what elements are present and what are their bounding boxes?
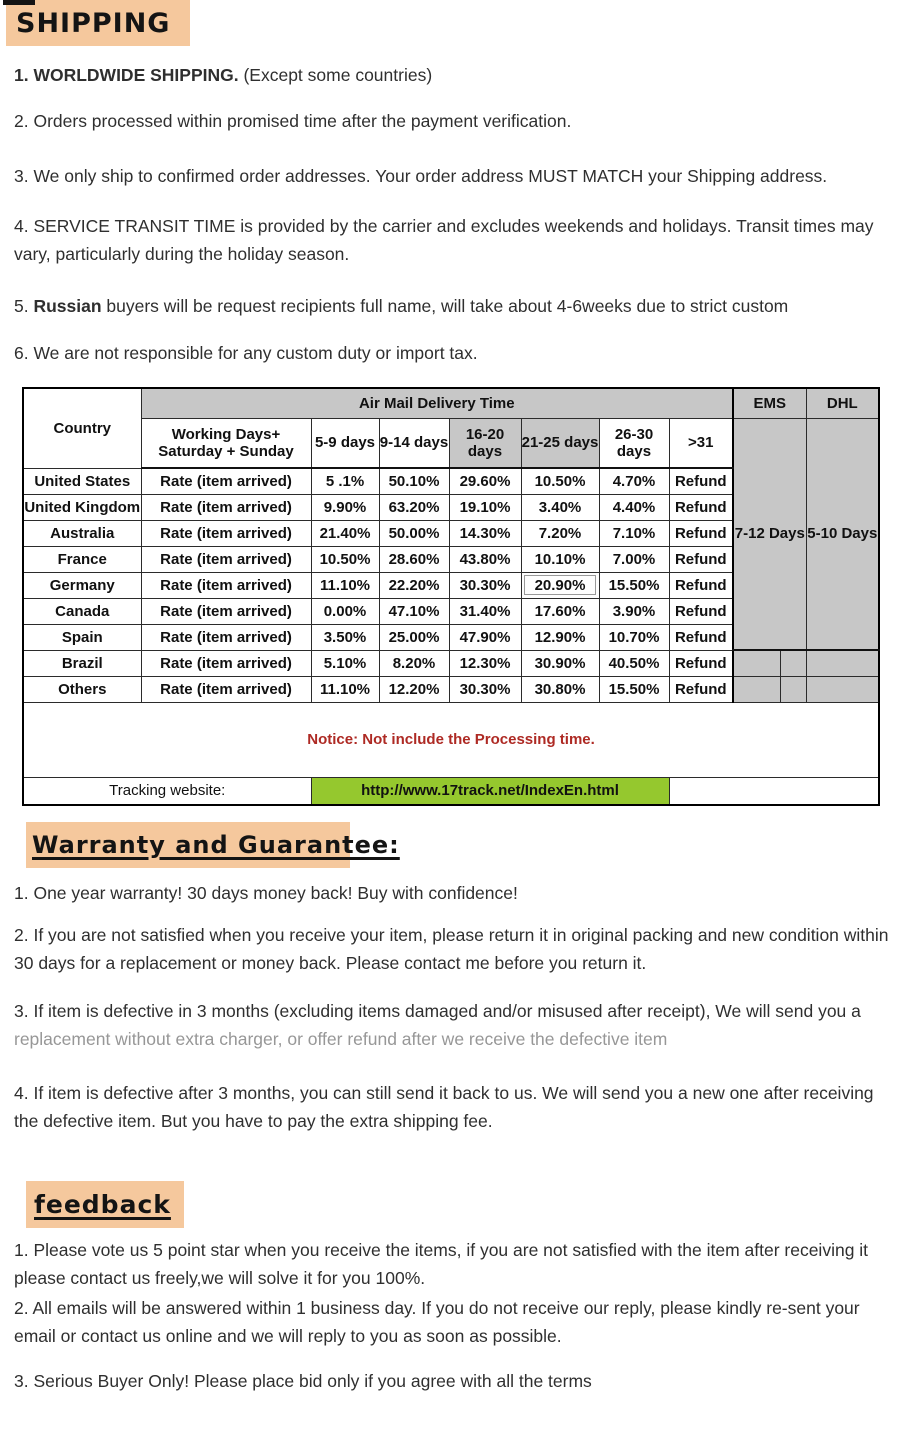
subheader-21-25-days: 21-25 days xyxy=(521,418,599,468)
rate-value-cell: 29.60% xyxy=(449,468,521,494)
rate-value-cell: 12.20% xyxy=(379,676,449,702)
rate-value-cell: 14.30% xyxy=(449,520,521,546)
rate-value-cell: 15.50% xyxy=(599,676,669,702)
dhl-merged-cell: 5-10 Days xyxy=(806,418,879,650)
cropped-header-remnant xyxy=(3,0,35,5)
refund-cell: Refund xyxy=(669,546,733,572)
shipping-term-2: 2. Orders processed within promised time after the payment verification. xyxy=(14,111,572,131)
rate-label-cell: Rate (item arrived) xyxy=(141,598,311,624)
rate-value-cell: 3.40% xyxy=(521,494,599,520)
processing-time-notice: Notice: Not include the Processing time. xyxy=(23,702,879,777)
subheader-5-9-days: 5-9 days xyxy=(311,418,379,468)
refund-cell: Refund xyxy=(669,520,733,546)
rate-value-cell: 3.50% xyxy=(311,624,379,650)
rate-value-cell: 10.50% xyxy=(311,546,379,572)
rate-value-cell: 7.20% xyxy=(521,520,599,546)
subheader-9-14-days: 9-14 days xyxy=(379,418,449,468)
warranty-term-2: 2. If you are not satisfied when you receive your item, please return it in original packing and new condition within 30 days for a replacement or money back. Please contact me before you return it. xyxy=(14,925,889,973)
warranty-term-4: 4. If item is defective after 3 months, you can still send it back to us. We will send you a new one after receiving the defective item. But you have to pay the extra shipping fee. xyxy=(14,1083,874,1131)
rate-value-cell: 11.10% xyxy=(311,572,379,598)
warranty-heading-text: Warranty and Guarantee: xyxy=(32,831,400,859)
warranty-term-3: 3. If item is defective in 3 months (excluding items damaged and/or misused after receipt), We will send you a replacement without extra charger, or offer refund after we receive the defective item xyxy=(14,1001,861,1049)
notice-row xyxy=(23,702,879,777)
warranty-heading xyxy=(26,822,400,868)
rate-value-cell: 50.00% xyxy=(379,520,449,546)
rate-value-cell: 19.10% xyxy=(449,494,521,520)
rate-value-cell: 10.50% xyxy=(521,468,599,494)
country-cell: France xyxy=(23,546,141,572)
shipping-heading xyxy=(6,0,190,46)
country-cell: Australia xyxy=(23,520,141,546)
ems-merged-cell: 7-12 Days xyxy=(733,418,806,650)
tracking-row xyxy=(23,777,879,805)
rate-label-cell: Rate (item arrived) xyxy=(141,572,311,598)
rate-value-cell: 31.40% xyxy=(449,598,521,624)
refund-cell: Refund xyxy=(669,572,733,598)
col-header-country: Country xyxy=(23,388,141,468)
table-row xyxy=(23,650,879,676)
table-row xyxy=(23,676,879,702)
empty-ems-cell xyxy=(733,650,806,676)
rate-value-cell: 15.50% xyxy=(599,572,669,598)
warranty-term-1: 1. One year warranty! 30 days money back! Buy with confidence! xyxy=(14,883,518,903)
tracking-website-label: Tracking website: xyxy=(23,777,311,805)
country-cell: Others xyxy=(23,676,141,702)
rate-value-cell: 30.30% xyxy=(449,676,521,702)
rate-value-cell: 22.20% xyxy=(379,572,449,598)
refund-cell: Refund xyxy=(669,598,733,624)
refund-cell: Refund xyxy=(669,676,733,702)
rate-value-cell: 21.40% xyxy=(311,520,379,546)
country-cell: Spain xyxy=(23,624,141,650)
feedback-term-2: 2. All emails will be answered within 1 business day. If you do not receive our reply, please kindly re-sent your email or contact us online and we will reply to you as soon as possible. xyxy=(14,1298,860,1346)
rate-value-cell: 30.80% xyxy=(521,676,599,702)
refund-cell: Refund xyxy=(669,468,733,494)
subheader-over-31: >31 xyxy=(669,418,733,468)
rate-value-cell: 5.10% xyxy=(311,650,379,676)
rate-value-cell: 17.60% xyxy=(521,598,599,624)
rate-value-cell: 20.90% xyxy=(521,572,599,598)
refund-cell: Refund xyxy=(669,494,733,520)
country-cell: United Kingdom xyxy=(23,494,141,520)
rate-value-cell: 63.20% xyxy=(379,494,449,520)
subheader-26-30-days: 26-30 days xyxy=(599,418,669,468)
empty-dhl-cell xyxy=(806,650,879,676)
shipping-term-3: 3. We only ship to confirmed order addresses. Your order address MUST MATCH your Shipping address. xyxy=(14,166,828,186)
shipping-term-1: 1. WORLDWIDE SHIPPING. (Except some countries) xyxy=(14,65,433,85)
rate-value-cell: 30.30% xyxy=(449,572,521,598)
empty-cell xyxy=(669,777,879,805)
delivery-time-table xyxy=(22,387,880,806)
rate-label-cell: Rate (item arrived) xyxy=(141,650,311,676)
rate-value-cell: 3.90% xyxy=(599,598,669,624)
shipping-term-5: 5. Russian buyers will be request recipients full name, will take about 4-6weeks due to strict custom xyxy=(14,296,789,316)
rate-value-cell: 7.10% xyxy=(599,520,669,546)
col-header-airmail: Air Mail Delivery Time xyxy=(141,388,733,418)
rate-value-cell: 11.10% xyxy=(311,676,379,702)
rate-value-cell: 30.90% xyxy=(521,650,599,676)
country-cell: United States xyxy=(23,468,141,494)
rate-label-cell: Rate (item arrived) xyxy=(141,468,311,494)
rate-value-cell: 43.80% xyxy=(449,546,521,572)
shipping-term-6: 6. We are not responsible for any custom duty or import tax. xyxy=(14,343,478,363)
empty-dhl-cell xyxy=(806,676,879,702)
tracking-url-link[interactable]: http://www.17track.net/IndexEn.html xyxy=(311,777,669,805)
feedback-heading-text: feedback xyxy=(34,1190,171,1219)
table-header-row-2 xyxy=(23,418,879,468)
subheader-working-days: Working Days+ Saturday + Sunday xyxy=(141,418,311,468)
rate-value-cell: 12.90% xyxy=(521,624,599,650)
country-cell: Canada xyxy=(23,598,141,624)
rate-value-cell: 28.60% xyxy=(379,546,449,572)
rate-value-cell: 40.50% xyxy=(599,650,669,676)
rate-value-cell: 5 .1% xyxy=(311,468,379,494)
country-cell: Germany xyxy=(23,572,141,598)
rate-value-cell: 12.30% xyxy=(449,650,521,676)
rate-value-cell: 47.10% xyxy=(379,598,449,624)
rate-value-cell: 50.10% xyxy=(379,468,449,494)
shipping-term-4: 4. SERVICE TRANSIT TIME is provided by the carrier and excludes weekends and holidays. Transit times may vary, particularly during the holiday season. xyxy=(14,216,874,264)
rate-label-cell: Rate (item arrived) xyxy=(141,624,311,650)
feedback-term-1: 1. Please vote us 5 point star when you receive the items, if you are not satisfied with the item after receiving it please contact us freely,we will solve it for you 100%. xyxy=(14,1240,869,1288)
rate-value-cell: 7.00% xyxy=(599,546,669,572)
refund-cell: Refund xyxy=(669,650,733,676)
rate-label-cell: Rate (item arrived) xyxy=(141,546,311,572)
rate-label-cell: Rate (item arrived) xyxy=(141,520,311,546)
rate-value-cell: 9.90% xyxy=(311,494,379,520)
col-header-ems: EMS xyxy=(733,388,806,418)
rate-value-cell: 8.20% xyxy=(379,650,449,676)
table-header-row-1 xyxy=(23,388,879,418)
rate-value-cell: 47.90% xyxy=(449,624,521,650)
rate-label-cell: Rate (item arrived) xyxy=(141,676,311,702)
rate-value-cell: 0.00% xyxy=(311,598,379,624)
rate-value-cell: 10.10% xyxy=(521,546,599,572)
col-header-dhl: DHL xyxy=(806,388,879,418)
feedback-term-3: 3. Serious Buyer Only! Please place bid only if you agree with all the terms xyxy=(14,1371,592,1391)
rate-value-cell: 10.70% xyxy=(599,624,669,650)
subheader-16-20-days: 16-20 days xyxy=(449,418,521,468)
rate-value-cell: 25.00% xyxy=(379,624,449,650)
refund-cell: Refund xyxy=(669,624,733,650)
rate-value-cell: 4.40% xyxy=(599,494,669,520)
rate-value-cell: 4.70% xyxy=(599,468,669,494)
feedback-heading xyxy=(26,1181,184,1228)
rate-label-cell: Rate (item arrived) xyxy=(141,494,311,520)
empty-ems-cell xyxy=(733,676,806,702)
country-cell: Brazil xyxy=(23,650,141,676)
shipping-heading-text: SHIPPING xyxy=(16,7,171,39)
